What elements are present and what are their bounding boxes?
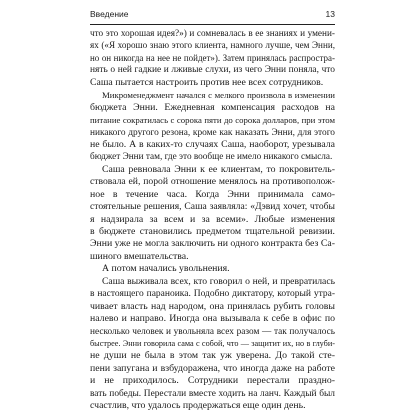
- page-number: 13: [325, 9, 335, 19]
- text-line: но он никогда на нее не пойдет»). Затем принялась распростра-: [90, 52, 335, 63]
- text-line: никакого другого резона, кроме как наказать Энни, для этого: [90, 127, 335, 138]
- text-line: в настоящего параноика. Подобно диктатору, который утра-: [90, 289, 335, 300]
- text-line: налево и направо. Иногда она вызывала к себе в офис по: [90, 313, 335, 325]
- body-text: [90, 27, 335, 413]
- running-header: [90, 8, 335, 25]
- text-line: питание сократилась с сорока пяти до сорока долларов, при этом: [90, 115, 335, 126]
- text-line: нять о ней гадкие и лживые слухи, из чего Энни поняла, что: [90, 65, 335, 76]
- text-line: А потом начались увольнения.: [102, 263, 230, 275]
- text-line: стоятельные решения, Саша заявляла: «Дэвид хочет, чтобы: [90, 201, 335, 213]
- text-line: пени запугана и взбудоражена, что иногда даже на работе: [90, 362, 335, 374]
- section-title: Введение: [90, 9, 129, 19]
- text-line: и не приходилось. Сотрудники перестали праздно-: [90, 375, 335, 387]
- text-line: Микроменеджмент начался с мелкого произвола в изменении: [102, 90, 335, 101]
- text-line: ях («Я хорошо знаю этого клиента, намного лучше, чем Энни,: [90, 40, 335, 51]
- text-line: в бюджете становились предметом тщательной ревизии.: [90, 226, 335, 237]
- text-line: я надзирала за всем и за всеми». Любые изменения: [90, 213, 335, 225]
- text-line: ствовала ей, порой отношение менялось на противополож-: [90, 176, 335, 188]
- text-line: Саша ревновала Энни к ее клиентам, то покровитель-: [102, 163, 335, 175]
- text-line: быстрее. Энни говорила сама с собой, что — защитит их, но в глуби-: [90, 338, 335, 348]
- text-line: Саша выживала всех, кто говорил о ней, и превратилась: [102, 275, 335, 287]
- text-line: Саша пытается настроить против нее всех сотрудников.: [90, 76, 324, 88]
- text-line: Энни уже не могла заключить ни одного контракта без Са-: [90, 238, 335, 250]
- text-line: несколько человек и увольняла всех разом — так получалось: [90, 326, 335, 337]
- text-line: бюджета Энни. Ежедневная компенсация расходов на: [90, 101, 335, 113]
- text-line: не души не была в этом так уж уверена. До такой сте-: [90, 350, 335, 362]
- text-line: счастлив, что удалось продержаться еще один день.: [90, 400, 306, 412]
- text-line: бюджет Энни там, где это вообще не имело никакого смысла.: [90, 152, 333, 163]
- text-line: ное в течение часа. Когда Энни принимала само-: [90, 188, 335, 200]
- text-line: не было. А в каких-то случаях Саша, наоборот, урезывала: [90, 138, 335, 150]
- text-line: шиного вмешательства.: [90, 250, 189, 262]
- text-line: чивает власть над народом, она принялась рубить головы: [90, 300, 335, 312]
- text-line: что это хорошая идея?») и сомневалась в ее знаниях и умени-: [90, 28, 335, 38]
- text-line: вать победы. Перестали вместе ходить на ланч. Каждый был: [90, 388, 335, 399]
